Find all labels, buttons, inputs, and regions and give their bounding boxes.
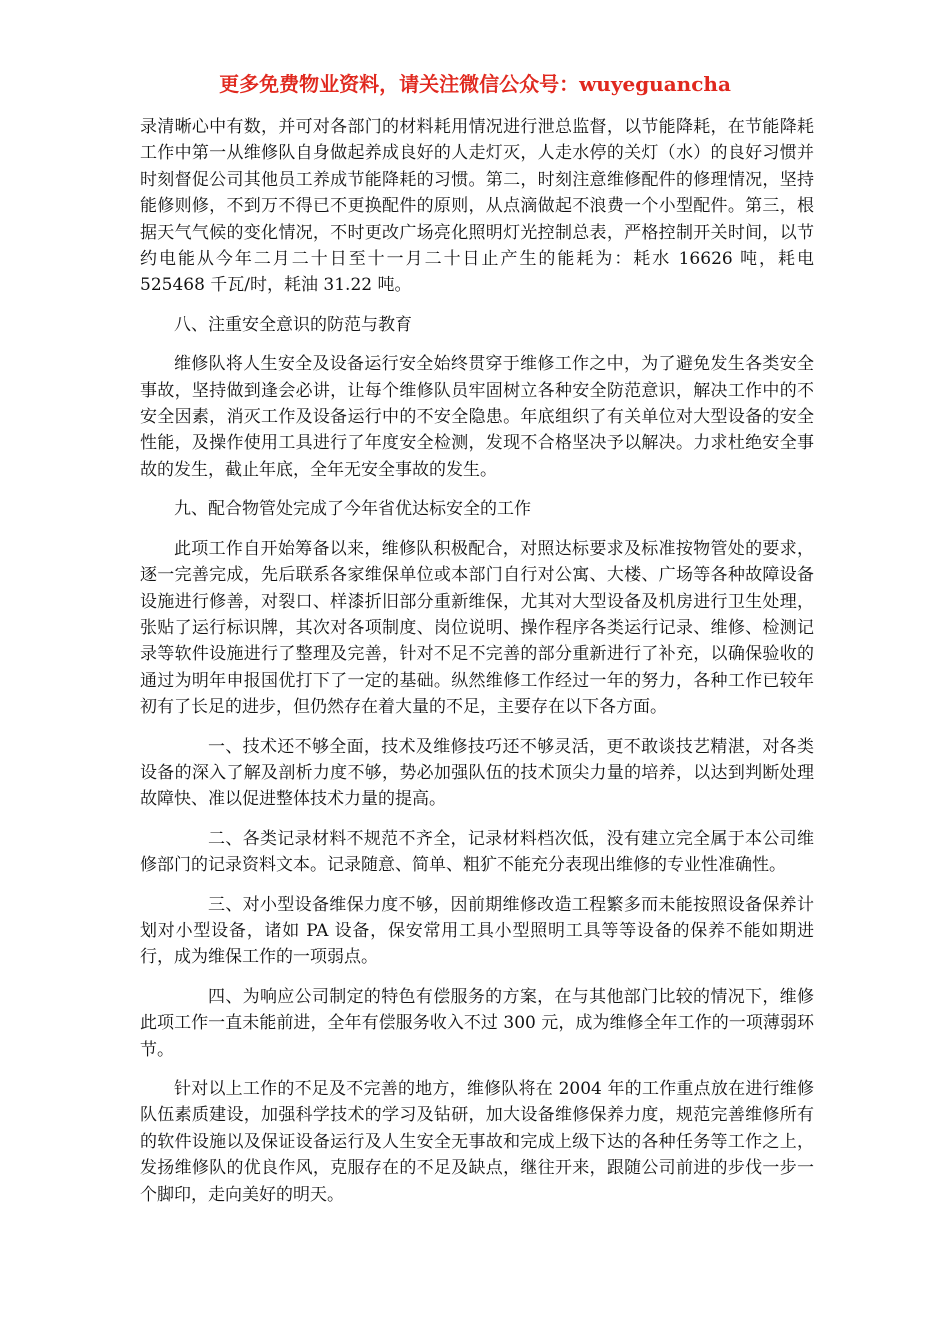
paragraph-conclusion: 针对以上工作的不足及不完善的地方，维修队将在 2004 年的工作重点放在进行维修队伍素质建设，加强科学技术的学习及钻研，加大设备维修保养力度，规范完善维修所有的软件设施以及保证设备运行及人生安全无事故和完成上级下达的各种任务等工作之上，发扬维修队的优良作风，克服存在的不足及缺点，继往开来，跟随公司前进的步伐一步一个脚印，走向美好的明天。 <box>140 1079 814 1205</box>
list-item-shortcoming-4: 四、为响应公司制定的特色有偿服务的方案，在与其他部门比较的情况下，维修此项工作一直未能前进，全年有偿服务收入不过 300 元，成为维修全年工作的一项薄弱环节。 <box>140 986 814 1060</box>
promo-banner: 更多免费物业资料，请关注微信公众号：wuyeguancha <box>219 72 731 96</box>
paragraph-standards-work: 此项工作自开始筹备以来，维修队积极配合，对照达标要求及标准按物管处的要求，逐一完善完成，先后联系各家维保单位或本部门自行对公寓、大楼、广场等各种故障设备设施进行修善，对裂口、样漆折旧部分重新维保，尤其对大型设备及机房进行卫生处理，张贴了运行标识牌，其次对各项制度、岗位说明、操作程序各类运行记录、维修、检测记录等软件设施进行了整理及完善，针对不足不完善的部分重新进行了补充，以确保验收的通过为明年申报国优打下了一定的基础。纵然维修工作经过一年的努力，各种工作已较年初有了长足的进步，但仍然存在着大量的不足，主要存在以下各方面。 <box>140 538 814 718</box>
list-item-shortcoming-1: 一、技术还不够全面，技术及维修技巧还不够灵活，更不敢谈技艺精湛，对各类设备的深入了解及剖析力度不够，势必加强队伍的技术顶尖力量的培养，以达到判断处理故障快、准以促进整体技术力量的提高。 <box>140 736 814 810</box>
section-heading-9: 九、配合物管处完成了今年省优达标安全的工作 <box>174 499 531 520</box>
list-item-shortcoming-2: 二、各类记录材料不规范不齐全，记录材料档次低，没有建立完全属于本公司维修部门的记录资料文本。记录随意、简单、粗犷不能充分表现出维修的专业性准确性。 <box>140 828 814 876</box>
document-body <box>140 114 814 1208</box>
list-item-shortcoming-3: 三、对小型设备维保力度不够，因前期维修改造工程繁多而未能按照设备保养计划对小型设备，诸如 PA 设备，保安常用工具小型照明工具等等设备的保养不能如期进行，成为维保工作的一项弱点。 <box>140 894 814 968</box>
section-heading-8: 八、注重安全意识的防范与教育 <box>174 314 412 335</box>
paragraph-safety: 维修队将人生安全及设备运行安全始终贯穿于维修工作之中，为了避免发生各类安全事故，坚持做到逢会必讲，让每个维修队员牢固树立各种安全防范意识，解决工作中的不安全因素，消灭工作及设备运行中的不安全隐患。年底组织了有关单位对大型设备的安全性能，及操作使用工具进行了年度安全检测，发现不合格坚决予以解决。力求杜绝安全事故的发生，截止年底，全年无安全事故的发生。 <box>140 354 814 480</box>
paragraph-energy-saving: 录清晰心中有数，并可对各部门的材料耗用情况进行泄总监督，以节能降耗，在节能降耗工作中第一从维修队自身做起养成良好的人走灯灭，人走水停的关灯（水）的良好习惯并时刻督促公司其他员工养成节能降耗的习惯。第二，时刻注意维修配件的修理情况，坚持能修则修，不到万不得已不更换配件的原则，从点滴做起不浪费一个小型配件。第三，根据天气气候的变化情况，不时更改广场亮化照明灯光控制总表，严格控制开关时间，以节约电能从今年二月二十日至十一月二十日止产生的能耗为：耗水 16626 吨，耗电 525468 千瓦/时，耗油 31.22 吨。 <box>140 117 814 296</box>
